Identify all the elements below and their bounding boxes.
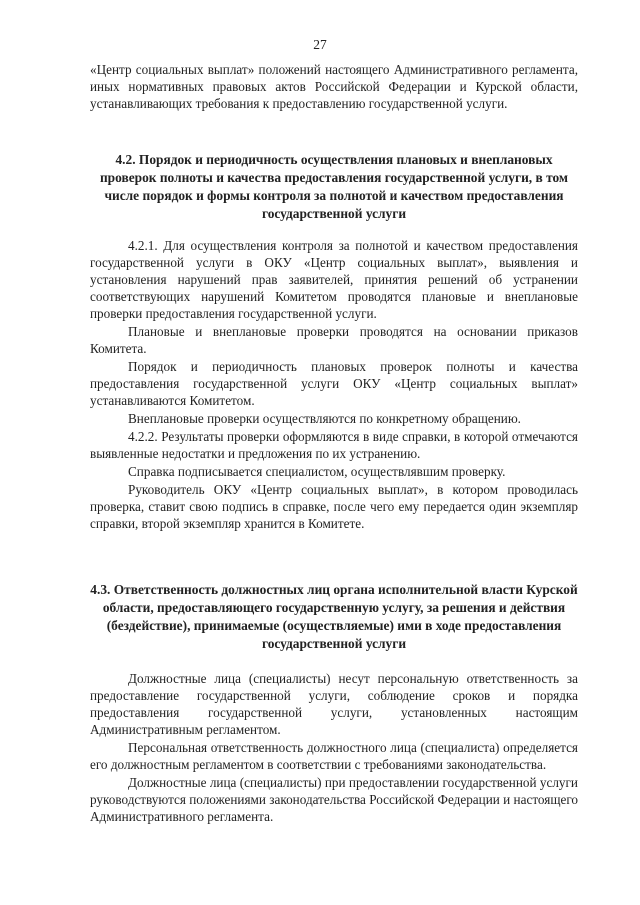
section-4-2-body xyxy=(90,237,578,533)
paragraph: Порядок и периодичность плановых проверок полноты и качества предоставления государственной услуги ОКУ «Центр социальных выплат» устанавливаются Комитетом. xyxy=(90,359,578,408)
paragraph: Должностные лица (специалисты) несут персональную ответственность за предоставление государственной услуги, соблюдение сроков и порядка предоставления государственной услуги, установленных настоящим Административным регламентом. xyxy=(90,671,578,737)
top-paragraph-block xyxy=(90,61,578,113)
section-4-2-heading: 4.2. Порядок и периодичность осуществления плановых и внеплановых проверок полноты и качества предоставления государственной услуги, в том числе порядок и формы контроля за полнотой и качеством предоставления государственной услуги xyxy=(99,152,569,221)
section-4-3-heading: 4.3. Ответственность должностных лиц органа исполнительной власти Курской области, предоставляющего государственную услугу, за решения и действия (бездействие), принимаемые (осуществляемые) ими в ходе предоставления государственной услуги xyxy=(90,582,578,651)
paragraph: 4.2.1. Для осуществления контроля за полнотой и качеством предоставления государственной услуги в ОКУ «Центр социальных выплат», выявления и установления нарушений прав заявителей, принятия решений об устранении соответствующих нарушений Комитетом проводятся плановые и внеплановые проверки предоставления государственной услуги. xyxy=(90,238,578,321)
paragraph: Должностные лица (специалисты) при предоставлении государственной услуги руководствуются положениями законодательства Российской Федерации и настоящего Административного регламента. xyxy=(90,775,578,824)
paragraph: 4.2.2. Результаты проверки оформляются в виде справки, в которой отмечаются выявленные недостатки и предложения по их устранению. xyxy=(90,429,578,461)
section-4-3-body xyxy=(90,670,578,826)
paragraph: Руководитель ОКУ «Центр социальных выплат», в котором проводилась проверка, ставит свою подпись в справке, после чего ему передается один экземпляр справки, второй экземпляр хранится в Комитете. xyxy=(90,482,578,531)
paragraph: Персональная ответственность должностного лица (специалиста) определяется его должностным регламентом в соответствии с требованиями законодательства. xyxy=(90,740,578,772)
paragraph: Внеплановые проверки осуществляются по конкретному обращению. xyxy=(128,411,521,426)
paragraph: «Центр социальных выплат» положений настоящего Административного регламента, иных нормативных правовых актов Российской Федерации и Курской области, устанавливающих требования к предоставлению государственной услуги. xyxy=(90,62,578,111)
paragraph: Справка подписывается специалистом, осуществлявшим проверку. xyxy=(128,464,506,479)
page-number: 27 xyxy=(313,37,327,52)
paragraph: Плановые и внеплановые проверки проводятся на основании приказов Комитета. xyxy=(90,324,578,356)
